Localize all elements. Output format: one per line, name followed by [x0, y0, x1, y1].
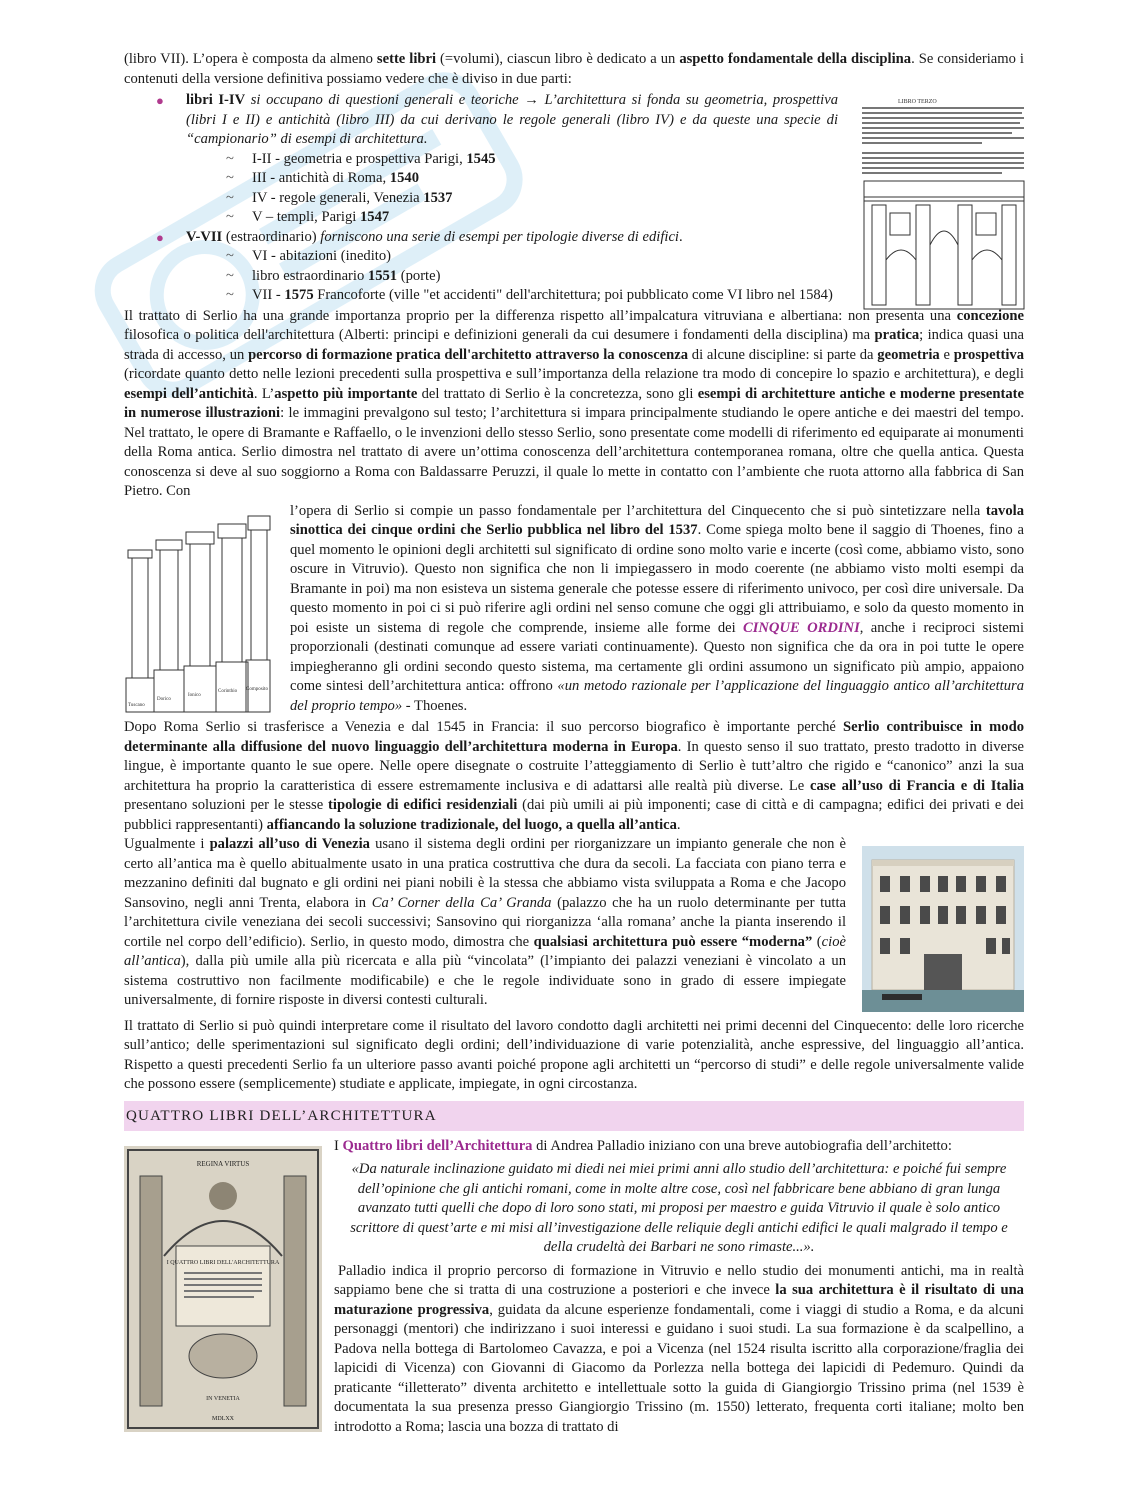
palladio-formation-paragraph: Palladio indica il proprio percorso di formazione in Vitruvio e nello studio dei monumenti antichi, ma in realtà sappiamo bene che si tratta di una costruzione a posteriori e che invece la sua architettura è il risultato di una maturazione progressiva, guidata da alcune esperienze fondamentali, come i viaggi di studio a Roma, e da alcuni personaggi (mentori) che indirizzano i suoi interessi e guidano i suoi studi. La sua formazione è da scalpellino, a Padova nella bottega di Bartolomeo Cavazza, e poi a Vicenza (nel 1524 risulta iscritto alla corporazione/fraglia dei lapicidi di Vicenza) con Giovanni di Giacomo da Porlezza nella bottega dei lapicidi di Pedemuro. Quindi da praticante “illetterato” diventa architetto e intellettuale sotto la guida di Giangiorgio Trissino prima (nel 1539 è documentata la sua presenza presso Giangiorgio Trissino (m. 1550) letterato, frequenta corti italiane; molto ben introdotto a Roma; lascia una bozza di trattato di: [334, 1262, 1024, 1435]
list-item: ~ VI - abitazioni (inedito): [186, 247, 838, 267]
frontispiece-date: MDLXX: [212, 1416, 234, 1422]
arch-caption: LIBRO TERZO: [898, 99, 937, 105]
palladio-intro: I Quattro libri dell’Architettura di Andrea Palladio iniziano con una breve autobiografia dell’architetto:: [334, 1137, 952, 1154]
order-label-composite: Composito: [246, 687, 268, 692]
list-item: ~ III - antichità di Roma, 1540: [186, 169, 838, 189]
tilde-icon: ~: [226, 267, 234, 284]
list-item-books-5-7: ● V-VII (estraordinario) forniscono una serie di esempi per tipologie diverse di edifici. ~ VI - abitazioni (inedito) ~ libro estraordinario 1551 (porte) ~ VII - 1575 Francoforte (ville "et accidenti" dell'architettura; poi pubblicato come VI libro nel 1584): [124, 228, 838, 306]
tilde-icon: ~: [226, 189, 234, 206]
order-label-corinthian: Corinthio: [218, 689, 238, 694]
books-list: [124, 91, 838, 306]
tilde-icon: ~: [226, 209, 234, 225]
sublist-books-1-4: [186, 150, 838, 228]
sublist-books-5-7: [186, 247, 838, 306]
tilde-icon: ~: [226, 170, 234, 186]
order-label-ionic: Ionico: [188, 693, 201, 698]
order-label-doric: Dorico: [157, 697, 171, 702]
tilde-icon: ~: [226, 287, 234, 303]
bullet-icon: ●: [156, 93, 164, 108]
list-item: ~ V – templi, Parigi 1547: [186, 208, 838, 228]
frontispiece-place: IN VENETIA: [206, 1396, 240, 1402]
intro-paragraph: (libro VII). L’opera è composta da almeno sette libri (=volumi), ciascun libro è dedicato a un aspetto fondamentale della disciplina. Se consideriamo i contenuti della versione definitiva possiamo vedere che è diviso in due parti:: [124, 51, 1024, 87]
section-heading-quattro-libri: QUATTRO LIBRI DELL’ARCHITETTURA: [124, 1101, 1024, 1131]
venice-palaces-paragraph: Ugualmente i palazzi all’uso di Venezia usano il sistema degli ordini per riorganizzare un impianto generale che non è certo all’antica ma è quello abitualmente usato in una pratica costruttiva che dura da secoli. La facciata con piano terra e mezzanino definiti dal bugnato e gli ordini nei piani nobili è la stessa che abbiamo vista sviluppata a Roma e che Jacopo Sansovino, negli anni Trenta, elabora in Ca’ Corner della Ca’ Granda (palazzo che ha un ruolo determinante per tutta l’architettura civile veneziana dei secoli successivi; Sansovino qui riorganizza ‘alla romana’ anche la pianta inserendo il cortile nel corpo dell’edificio). Serlio, in questo modo, dimostra che qualsiasi architettura può essere “moderna” (cioè all’antica), dalla più umile alla più ricercata e alla più “vincolata” (l’impianto dei palazzi veneziani è vincolato a un sistema costruttivo non facilmente modificabile) e che le regole individuate sono in grado di essere impiegate universalmente, di fornire risposte in diversi contesti culturali.: [124, 836, 847, 1008]
list-item: ~ IV - regole generali, Venezia 1537: [186, 189, 838, 209]
serlio-europe-paragraph: Dopo Roma Serlio si trasferisce a Venezia e dal 1545 in Francia: il suo percorso biografico è importante perché Serlio contribuisce in modo determinante alla diffusione del nuovo linguaggio dell’architettura moderna in Europa. In questo senso il suo trattato, presto tradotto in diverse lingue, è importante quanto le sue opere. Nelle opere disegnate o costruite l’atteggiamento di Serlio è tutt’altro che rigido e “canonico” anzi la sua architettura ha proprio la caratteristica di essere estremamente inclusiva e di adattarsi alle realtà più diverse. Le case all’uso di Francia e di Italia presentano soluzioni per le stesse tipologie di edifici residenziali (dai più umili ai più imponenti; case di città e di campagna; edifici dei privati e dei pubblici rappresentanti) affiancando la soluzione tradizionale, del luogo, a quella all’antica.: [124, 719, 1024, 833]
palladio-text-block: [334, 1137, 1024, 1438]
list-item: ~ I-II - geometria e prospettiva Parigi, 1545: [186, 150, 838, 170]
serlio-conclusion-paragraph: Il trattato di Serlio si può quindi interpretare come il risultato del lavoro condotto dagli architetti nei primi decenni del Cinquecento: delle loro ricerche sull’antico; delle sperimentazioni sul significato degli ordini; dell’individuazione di varie potenzialità, anche espressive, del linguaggio all’antica. Rispetto a questi precedenti Serlio fa un ulteriore passo avanti poiché propone agli architetti un “percorso di studi” e delle regole universalmente valide che possono essere (semplicemente) studiate e applicate, impiegate, in ogni circostanza.: [124, 1017, 1024, 1092]
cinque-ordini-link[interactable]: CINQUE ORDINI: [742, 619, 860, 636]
frontispiece-top: REGINA VIRTUS: [196, 1160, 250, 1168]
quattro-libri-link[interactable]: Quattro libri dell’Architettura: [342, 1137, 533, 1154]
list-item: ~ VII - 1575 Francoforte (ville "et accidenti" dell'architettura; poi pubblicato come VI libro nel 1584): [186, 286, 838, 306]
order-label-tuscan: Tuscano: [128, 703, 145, 708]
frontispiece-title: I QUATTRO LIBRI DELL'ARCHITETTURA: [166, 1260, 280, 1266]
serlio-importance-paragraph: Il trattato di Serlio ha una grande importanza proprio per la differenza rispetto all’impalcatura vitruviana e albertiana: non presenta una concezione filosofica o politica dell'architettura (Alberti: principi e definizioni generali da cui desumere i fondamenti della disciplina) ma pratica; indica quasi una strada di accesso, un percorso di formazione pratica dell'architetto attraverso la conoscenza di alcune discipline: si parte da geometria e prospettiva (ricordate quanto detto nelle lezioni precedenti sulla prospettiva e sull’importanza della relazione tra modo di concepire lo spazio e architettura), e degli esempi dell’antichità. L’aspetto più importante del trattato di Serlio è la concretezza, sono gli esempi di architetture antiche e moderne presentate in numerose illustrazioni: le immagini prevalgono sul testo; l’architettura si impara principalmente studiando le opere antiche e dei maestri del tempo. Nel trattato, le opere di Bramante e Raffaello, o le invenzioni dello stesso Serlio, sono presentate come modelli di riferimento ed equiparate ai monumenti della Roma antica. Serlio dimostra nel trattato di avere un’ottima conoscenza dell’architettura contemporanea romana, oltre che quella antica. Questa conoscenza si deve al suo soggiorno a Roma con Baldassarre Peruzzi, il quale lo mette in contatto con l’ambiente che ruota attorno alla fabbrica di San Pietro. Con: [124, 307, 1024, 499]
five-orders-paragraph: l’opera di Serlio si compie un passo fondamentale per l’architettura del Cinquecento che si può sintetizzare nella tavola sinottica dei cinque ordini che Serlio pubblica nel libro del 1537. Come spiega molto bene il saggio di Thoenes, fino a quel momento le opinioni degli architetti sul significato di ordine sono molto varie e incerte (così come, abbiamo visto, sono oscure in Vitruvio). Questo non significa che non li impiegassero in modo coerente (ne abbiamo visto molti esempi da Bramante in poi) ma non esisteva un sistema generale che potesse essere di riferimento univoco, per così dire universale. Da questo momento in poi ci si può riferire agli ordini nel senso comune che oggi gli attribuiamo, e solo da questo momento in poi esiste un sistema di regole che comprende, insieme alle forme dei CINQUE ORDINI, anche i reciproci sistemi proporzionali (destinati comunque ad essere variati continuamente). Questo non significa che da ora in poi tutte le opere impiegheranno gli ordini secondo questo sistema, ma certamente gli ordini assumono un significato più ampio, appaiono come sintesi dell’architettura antica: offrono «un metodo razionale per l’applicazione del linguaggio antico all’architettura del proprio tempo» - Thoenes.: [290, 502, 1025, 714]
tilde-icon: ~: [226, 150, 234, 167]
tilde-icon: ~: [226, 248, 234, 264]
palladio-quote: «Da naturale inclinazione guidato mi diedi nei miei primi anni allo studio dell’architettura: e poiché fui sempre dell’opinione che gli antichi romani, come in molte altre cose, così nel fabbricare bene abbiano di gran lunga avanzato tutti quelli che dopo di loro sono stati, mi proposi per maestro e guida Vitruvio il quale è solo antico scrittore di quest’arte e mi misi all’investigazione delle reliquie degli antichi edifici le quali malgrado il tempo e della crudeltà dei Barbari ne sono rimaste...».: [350, 1161, 1008, 1255]
bullet-icon: ●: [156, 229, 164, 245]
list-item: ~ libro estraordinario 1551 (porte): [186, 267, 838, 287]
list-item-books-1-4: ● libri I-IV si occupano di questioni generali e teoriche → L’architettura si fonda su geometria, prospettiva (libri I e II) e antichità (libro III) da cui derivano le regole generali (libro IV) e da queste una specie di “campionario” di esempi di architettura. ~ I-II - geometria e prospettiva Parigi, 1545 ~ III - antichità di Roma, 1540 ~ IV - regole generali, Venezia 1537 ~ V – templi, Parigi 1547: [124, 91, 838, 228]
document-page: [124, 50, 1024, 1437]
